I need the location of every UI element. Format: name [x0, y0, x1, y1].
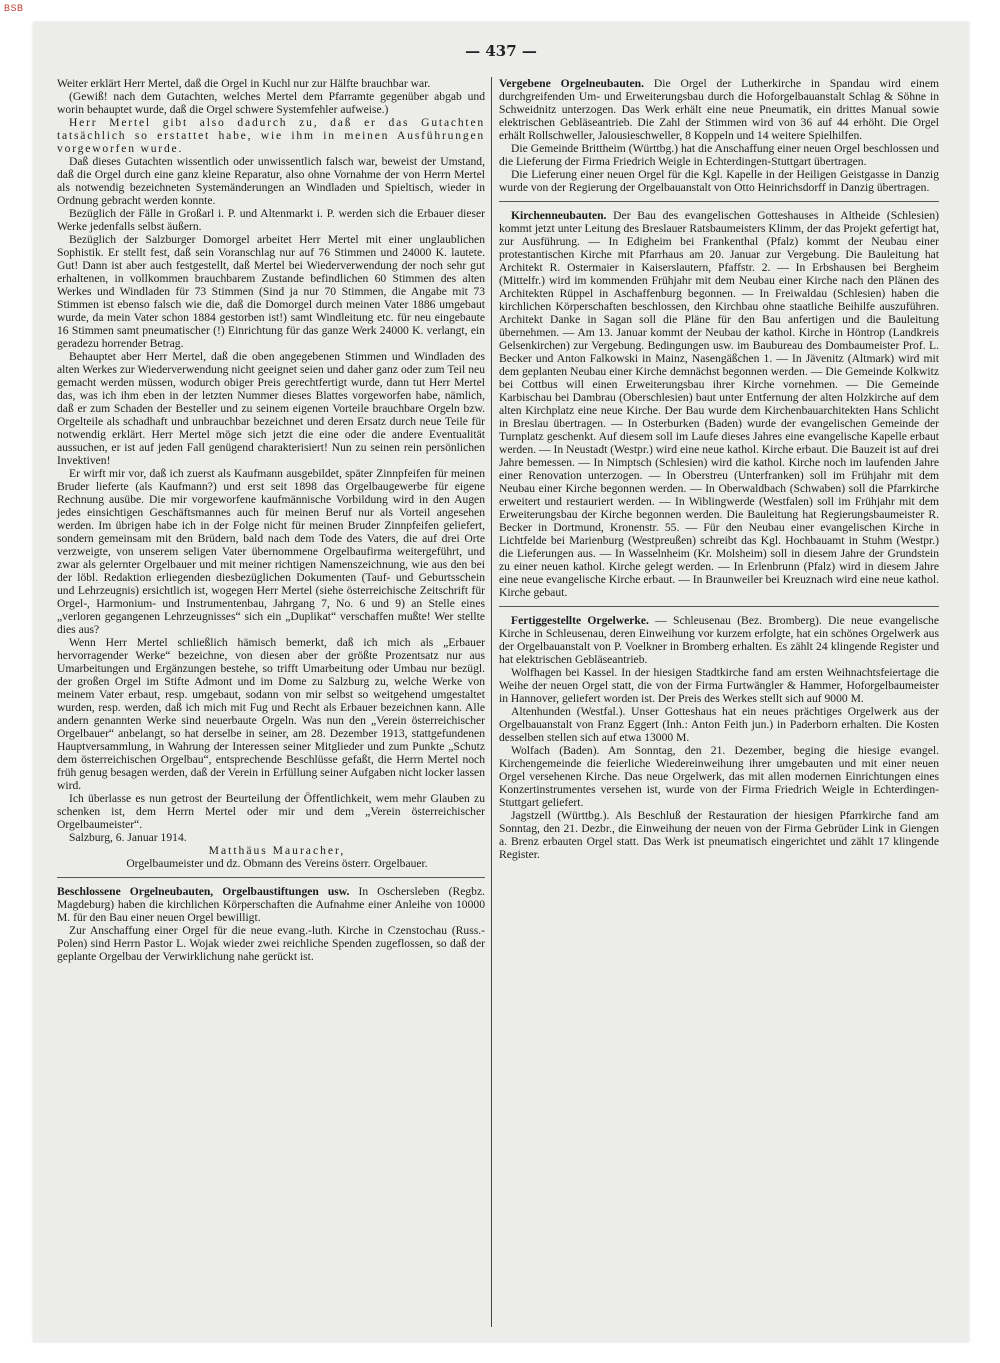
section-divider	[57, 877, 485, 878]
section-paragraph	[499, 209, 939, 599]
paragraph: Ich überlasse es nun getrost der Beurteilung der Öffentlichkeit, wem mehr Glauben zu schenken ist, dem Herrn Mertel oder mir und dem „Verein österreichischer Orgelbaumeister“.	[57, 792, 485, 831]
section-heading: Kirchenneubauten.	[511, 209, 607, 222]
section-heading: Vergebene Orgelneubauten.	[499, 77, 645, 90]
paragraph: (Gewiß! nach dem Gutachten, welches Mertel dem Pfarramte gegenüber abgab und worin behauptet wurde, daß die Orgel schwere Systemfehler aufweise.)	[57, 90, 485, 116]
paragraph: Die Lieferung einer neuen Orgel für die Kgl. Kapelle in der Heiligen Geistgasse in Danzig wurde von der Regierung der Orgelbauanstalt von Otto Heinrichsdorff in Danzig übertragen.	[499, 168, 939, 194]
paragraph: Wolfach (Baden). Am Sonntag, den 21. Dezember, beging die hiesige evangel. Kirchengemeinde die feierliche Wiedereinweihung ihrer umgebauten und mit einer neuen Orgel versehenen Kirche. Das neue Orgelwerk, das mit allen modernen Einrichtungen eines Konzertinstrumentes versehen ist, wurde von der Firma Friedrich Weigle in Echterdingen-Stuttgart geliefert.	[499, 744, 939, 809]
paragraph: Weiter erklärt Herr Mertel, daß die Orgel in Kuchl nur zur Hälfte brauchbar war.	[57, 77, 431, 90]
section-paragraph	[499, 77, 939, 142]
paragraph: Herr Mertel gibt also dadurch zu, daß er das Gutachten tatsächlich so erstattet habe, wie ihm in meinen Ausführungen vorgeworfen wurde.	[57, 116, 485, 155]
section-divider	[499, 606, 939, 607]
paragraph: Zur Anschaffung einer Orgel für die neue evang.-luth. Kirche in Czenstochau (Russ.-Polen) sind Herrn Pastor L. Wojak wieder zwei reichliche Spenden zugeflossen, so daß der geplante Orgelbau der Verwirklichung nahe gerückt ist.	[57, 924, 485, 963]
section-paragraph	[499, 614, 939, 666]
paragraph: Die Gemeinde Brittheim (Württbg.) hat die Anschaffung einer neuen Orgel beschlossen und die Lieferung der Firma Friedrich Weigle in Echterdingen-Stuttgart übertragen.	[499, 142, 939, 168]
section-text: In Oschersleben (Regbz. Magdeburg) haben die kirchlichen Körperschaften die Aufnahme einer Anleihe von 10000 M. für den Bau einer neuen Orgel bewilligt.	[57, 885, 485, 924]
section-text: Der Bau des evangelischen Gotteshauses in Altheide (Schlesien) kommt jetzt unter Leitung des Breslauer Ratsbaumeisters Klimm, der das Projekt gefertigt hat, zur Ausführung. — In Edigheim bei Frankenthal (Pfalz) kommt der Neubau einer protestantischen Kirche mit Pfarrhaus am 20. Januar zur Vergebung. Die Bauleitung hat Architekt R. Ostermaier in Kaiserslautern, Pfaffstr. 2. — In Erbshausen bei Bergheim (Mittelfr.) wird im kommenden Frühjahr mit dem Neubau einer Kirche nach den Plänen des Architekten Rüppel in Aschaffenburg begonnen. — In Freiwaldau (Schlesien) haben die kirchlichen Körperschaften beschlossen, den Kirchbau ohne staatliche Beihilfe auszuführen. Architekt Danke in Sagan soll die Pläne für den Bau anfertigen und die Bauleitung übernehmen. — Am 13. Januar kommt der Neubau der kathol. Kirche in Höntrop (Landkreis Gelsenkirchen) zur Vergebung. Bedingungen usw. im Baubureau des Dombaumeister Prof. L. Becker und Anton Falkowski in Mainz, Nasengäßchen 1. — In Jävenitz (Altmark) wird mit dem geplanten Neubau einer Kirche demnächst begonnen werden. — Die Gemeinde Kolkwitz bei Cottbus will einen Erweiterungsbau ihrer Kirche vornehmen. — Die Gemeinde Karbischau bei Dambrau (Oberschlesien) baut unter Entfernung der alten Holzkirche auf dem alten Kirchplatz eine neue Kirche. Der Bau wurde dem Kirchenbauarchitekten Hans Schlicht in Breslau übertragen. — In Osterburken (Baden) wurde der evangelischen Gemeinde der Turnplatz geschenkt. Auf diesem soll im Laufe dieses Jahres eine evangelische Kapelle erbaut werden. — In Neustadt (Westpr.) wird eine neue kathol. Kirche erbaut. Die Bauzeit ist auf drei Jahre bemessen. — In Nimptsch (Schlesien) wird die kathol. Kirche noch im laufenden Jahre einer Renovation unterzogen. — In Oberstreu (Unterfranken) soll im Frühjahr mit dem Neubau einer Kirche begonnen werden. — In Oberwaldbach (Schwaben) soll die Pfarrkirche erweitert und restauriert werden. — In Wiblingwerde (Westfalen) soll im Frühjahr mit dem Erweiterungsbau der Kirche begonnen werden. Die Bauleitung hat Regierungsbaumeister R. Becker in Dortmund, Kronenstr. 55. — Für den Neubau einer evangelischen Kirche in Lichtfelde bei Marienburg (Westpreußen) schreibt das Kgl. Hochbauamt in Stuhm (Westpr.) die Lieferungen aus. — In Wasselnheim (Kr. Molsheim) soll in diesem Jahre der Grundstein zu einer neuen kathol. Kirche gelegt werden. — In Erlenbrunn (Pfalz) wird in diesem Jahre eine neue evangelische Kirche erbaut. — In Braunweiler bei Kreuznach wird eine neue kathol. Kirche gebaut.	[499, 209, 939, 599]
paragraph: Jagstzell (Württbg.). Als Beschluß der Restauration der hiesigen Pfarrkirche fand am Sonntag, den 21. Dezbr., die Einweihung der neuen von der Firma Gebrüder Link in Giengen a. Brenz erbauten Orgel statt. Das Werk ist pneumatisch eingerichtet und zählt 17 klingende Register.	[499, 809, 939, 861]
dateline: Salzburg, 6. Januar 1914.	[69, 831, 187, 844]
section-heading: Fertiggestellte Orgelwerke.	[511, 614, 649, 627]
column-rule	[491, 77, 492, 1327]
paragraph: Wolfhagen bei Kassel. In der hiesigen Stadtkirche fand am ersten Weihnachtsfeiertage die Weihe der neuen Orgel statt, die von der Firma Furtwängler & Hammer, Hoforgelbaumeister in Hannover, geliefert worden ist. Der Preis des Werkes stellt sich auf 9000 M.	[499, 666, 939, 705]
paragraph: Er wirft mir vor, daß ich zuerst als Kaufmann ausgebildet, später Zinnpfeifen für meinen Bruder lieferte (als Kaufmann?) und erst seit 1898 das Orgelbaugewerbe für eigene Rechnung ausübe. Die mir vorgeworfene kaufmännische Vorbildung wird in den Augen jedes einsichtigen Geschäftsmannes auch für meinen Beruf nur als Vorteil angesehen werden. Im übrigen habe ich in der Folge nicht für meinen Bruder Zinnpfeifen geliefert, sondern gemeinsam mit den Brüdern, bald nach dem Tode des Vaters, die auf drei Orte verzweigte, von unserem seligen Vater übernommene Orgelbaufirma weitergeführt, und zwar als gelernter Orgelbauer und mit meiner richtigen Namenszeichnung, wie aus den bei der löbl. Redaktion erliegenden diesbezüglichen Dokumenten (Tauf- und Geburtsschein und Lehrzeugnis) ersichtlich ist, wogegen Herr Mertel (siehe österreichische Zeitschrift für Orgel-, Harmonium- und Instrumentenbau, Jahrgang 7, No. 6 und 9) an Stelle eines „verloren gegangenen Lehrzeugnisses“ sich ein „Duplikat“ verschaffen mußte! Wer stellte dies aus?	[57, 467, 485, 636]
page-number: — 437 —	[465, 42, 537, 60]
section-paragraph	[57, 885, 485, 924]
section-divider	[499, 201, 939, 202]
paragraph: Wenn Herr Mertel schließlich hämisch bemerkt, daß ich mich als „Erbauer hervorragender Werke“ bezeichne, von diesen aber der größte Prozentsatz nur aus Umarbeitungen und Ergänzungen bestehe, so trifft Umarbeitung oder Umbau nur bezügl. der großen Orgel im Stifte Admont und im Dome zu Salzburg zu, welche Werke von meinem Vater erbaut, resp. umgebaut, sodann von mir selbst so weitgehend umgestaltet wurden, resp. werden, daß ich mich mit Fug und Recht als Erbauer bezeichnen kann. Alle andern genannten Werke sind neuerbaute Orgeln. Was nun den „Verein österreichischer Orgelbauer“ anbelangt, so hat derselbe in seiner, am 28. Dezember 1913, stattgefundenen Hauptversammlung, in Wahrung der Interessen seiner Mitglieder und zum Punkte „Schutz dem österreichischen Orgelbau“, entsprechende Beschlüsse gefaßt, die Herrn Mertel noch früh genug besagen werden, daß der Verein in Erfüllung seiner Aufgaben nicht locker lassen wird.	[57, 636, 485, 792]
left-column	[57, 77, 485, 963]
signature-title: Orgelbaumeister und dz. Obmann des Vereins österr. Orgelbauer.	[126, 857, 428, 870]
paragraph: Daß dieses Gutachten wissentlich oder unwissentlich falsch war, beweist der Umstand, daß die Orgel durch eine ganz kleine Reparatur, also ohne Vornahme der von Herrn Mertel als notwendig bezeichneten Systemänderungen an Windladen und Spieltisch, wieder in Ordnung gebracht werden konnte.	[57, 155, 485, 207]
signature-name: Matthäus Mauracher,	[208, 844, 346, 857]
newspaper-page	[33, 22, 969, 1342]
paragraph: Bezüglich der Fälle in Großarl i. P. und Altenmarkt i. P. werden sich die Erbauer dieser Werke jedenfalls selbst äußern.	[57, 207, 485, 233]
section-text: — Schleusenau (Bez. Bromberg). Die neue evangelische Kirche in Schleusenau, deren Einweihung vor kurzem erfolgte, hat ein schönes Orgelwerk aus der Orgelbauanstalt von P. Voelkner in Bromberg erhalten. Es zählt 24 klingende Register und hat elektrischen Gebläseantrieb.	[499, 614, 940, 666]
paragraph: Bezüglich der Salzburger Domorgel arbeitet Herr Mertel mit einer unglaublichen Sophistik. Er stellt fest, daß sein Voranschlag nur auf 76 Stimmen und 24000 K. lautete. Gut! Dann ist aber auch festgestellt, daß Mertel bei Wiederverwendung der noch sehr gut erhaltenen, in vollkommen brauchbarem Zustande befindlichen 60 Stimmen des alten Werkes und Windladen für 73 Stimmen (Sind ja nur 70 Stimmen, die Angabe mit 73 Stimmen ist ebenso falsch wie die, daß die Domorgel durch meinen Vater 1886 umgebaut wurde, da mein Vater schon 1884 gestorben ist!) samt Windleitung etc. für neu eingebaute 16 Stimmen samt pneumatischer (!) Einrichtung für das ganze Werk 24000 K. verlangt, ein geradezu horrender Betrag.	[57, 233, 485, 350]
section-heading: Beschlossene Orgelneubauten, Orgelbaustiftungen usw.	[57, 885, 350, 898]
section-text: Die Orgel der Lutherkirche in Spandau wird einem durchgreifenden Um- und Erweiterungsbau durch die Hoforgelbauanstalt Schlag & Söhne in Schweidnitz unterzogen. Das Werk erhält eine neue Pneumatik, ein drittes Manual sowie elektrischen Gebläseantrieb. Die Zahl der Stimmen wird von 36 auf 44 erhöht. Die Orgel erhält Rollschweller, Jalousieschweller, 8 Koppeln und 14 weitere Spielhilfen.	[499, 77, 939, 142]
paragraph: Altenhunden (Westfal.). Unser Gotteshaus hat ein neues prächtiges Orgelwerk aus der Orgelbauanstalt von Franz Eggert (Inh.: Anton Feith jun.) in Paderborn erhalten. Die Kosten desselben stellen sich auf etwa 13000 M.	[499, 705, 939, 744]
right-column	[499, 77, 939, 861]
paragraph: Behauptet aber Herr Mertel, daß die oben angegebenen Stimmen und Windladen des alten Werkes zur Wiederverwendung nicht geeignet seien und daher ganz oder zum Teil neu gemacht werden müssen, wodurch obiger Preis gerechtfertigt wurde, dann tut Herr Mertel das, was ich ihm eben in der letzten Nummer dieses Blattes vorgeworfen habe, nämlich, daß er zum Schaden der Besteller und zu seinem eigenen Vorteile brauchbare Orgeln bzw. Orgelteile als schadhaft und unbrauchbar bezeichnet und deren Ersatz durch neue Teile für notwendig erklärt. Herr Mertel möge sich jetzt die eine oder die andere Eventualität aussuchen, er ist auf jeden Fall genügend charakterisiert! Nun zu seinen rein persönlichen Invektiven!	[57, 350, 485, 467]
bsb-watermark: BSB	[4, 3, 24, 13]
